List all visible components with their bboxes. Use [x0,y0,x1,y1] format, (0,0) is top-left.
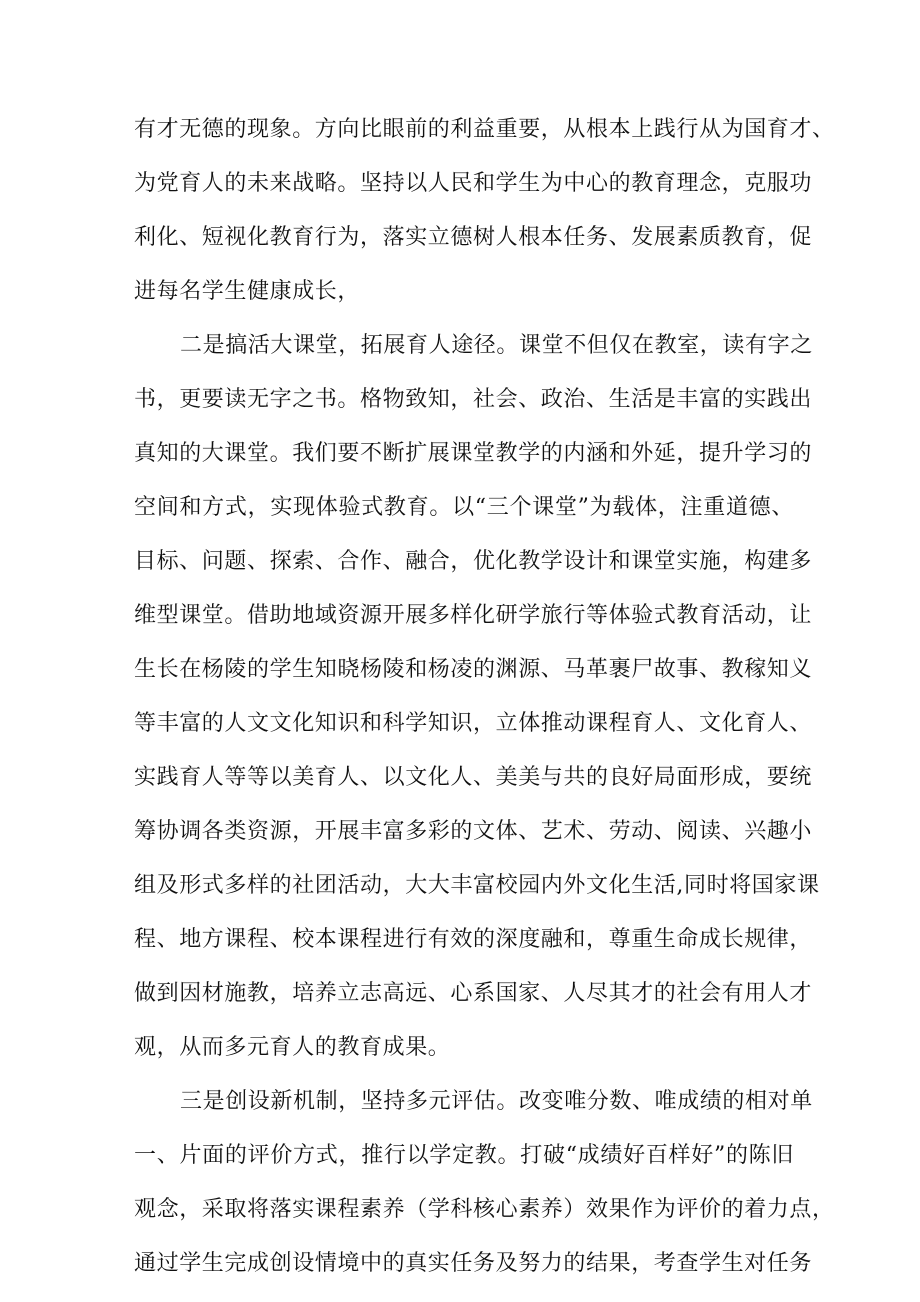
paragraph-3-line-3: 观念，采取将落实课程素养（学科核心素养）效果作为评价的着力点， [134,1197,835,1222]
paragraph-2-line-1: 二是搞活大课堂，拓展育人途径。课堂不但仅在教室，读有字之 [180,333,813,358]
paragraph-1-line-2: 为党育人的未来战略。坚持以人民和学生为中心的教育理念，克服功 [134,171,813,196]
paragraph-2-line-14: 观，从而多元育人的教育成果。 [134,1035,451,1060]
paragraph-2-line-6: 维型课堂。借助地域资源开展多样化研学旅行等体验式教育活动，让 [134,603,813,628]
paragraph-2-line-7: 生长在杨陵的学生知晓杨陵和杨凌的渊源、马革裹尸故事、教稼知义 [134,657,813,682]
paragraph-2-line-10: 筹协调各类资源，开展丰富多彩的文体、艺术、劳动、阅读、兴趣小 [134,819,813,844]
paragraph-2-line-2: 书，更要读无字之书。格物致知，社会、政治、生活是丰富的实践出 [134,387,813,412]
paragraph-1-line-4: 进每名学生健康成长， [134,279,361,304]
paragraph-2-line-11: 组及形式多样的社团活动，大大丰富校园内外文化生活,同时将国家课 [134,873,820,898]
paragraph-2-line-5: 目标、问题、探索、合作、融合，优化教学设计和课堂实施，构建多 [134,549,813,574]
paragraph-3-line-2: 一、片面的评价方式，推行以学定教。打破“成绩好百样好”的陈旧 [134,1143,794,1168]
paragraph-2-line-4: 空间和方式，实现体验式教育。以“三个课堂”为载体，注重道德、 [134,495,794,520]
paragraph-2-line-12: 程、地方课程、校本课程进行有效的深度融和，尊重生命成长规律， [134,927,813,952]
paragraph-1-line-3: 利化、短视化教育行为，落实立德树人根本任务、发展素质教育，促 [134,225,813,250]
paragraph-3-line-1: 三是创设新机制，坚持多元评估。改变唯分数、唯成绩的相对单 [180,1089,813,1114]
paragraph-2-line-13: 做到因材施教，培养立志高远、心系国家、人尽其才的社会有用人才 [134,981,813,1006]
paragraph-1-line-1: 有才无德的现象。方向比眼前的利益重要，从根本上践行从为国育才、 [134,117,835,142]
paragraph-2-line-3: 真知的大课堂。我们要不断扩展课堂教学的内涵和外延，提升学习的 [134,441,813,466]
paragraph-2-line-8: 等丰富的人文文化知识和科学知识，立体推动课程育人、文化育人、 [134,711,813,736]
paragraph-2-line-9: 实践育人等等以美育人、以文化人、美美与共的良好局面形成，要统 [134,765,813,790]
paragraph-3-line-4: 通过学生完成创设情境中的真实任务及努力的结果，考查学生对任务 [134,1251,813,1276]
